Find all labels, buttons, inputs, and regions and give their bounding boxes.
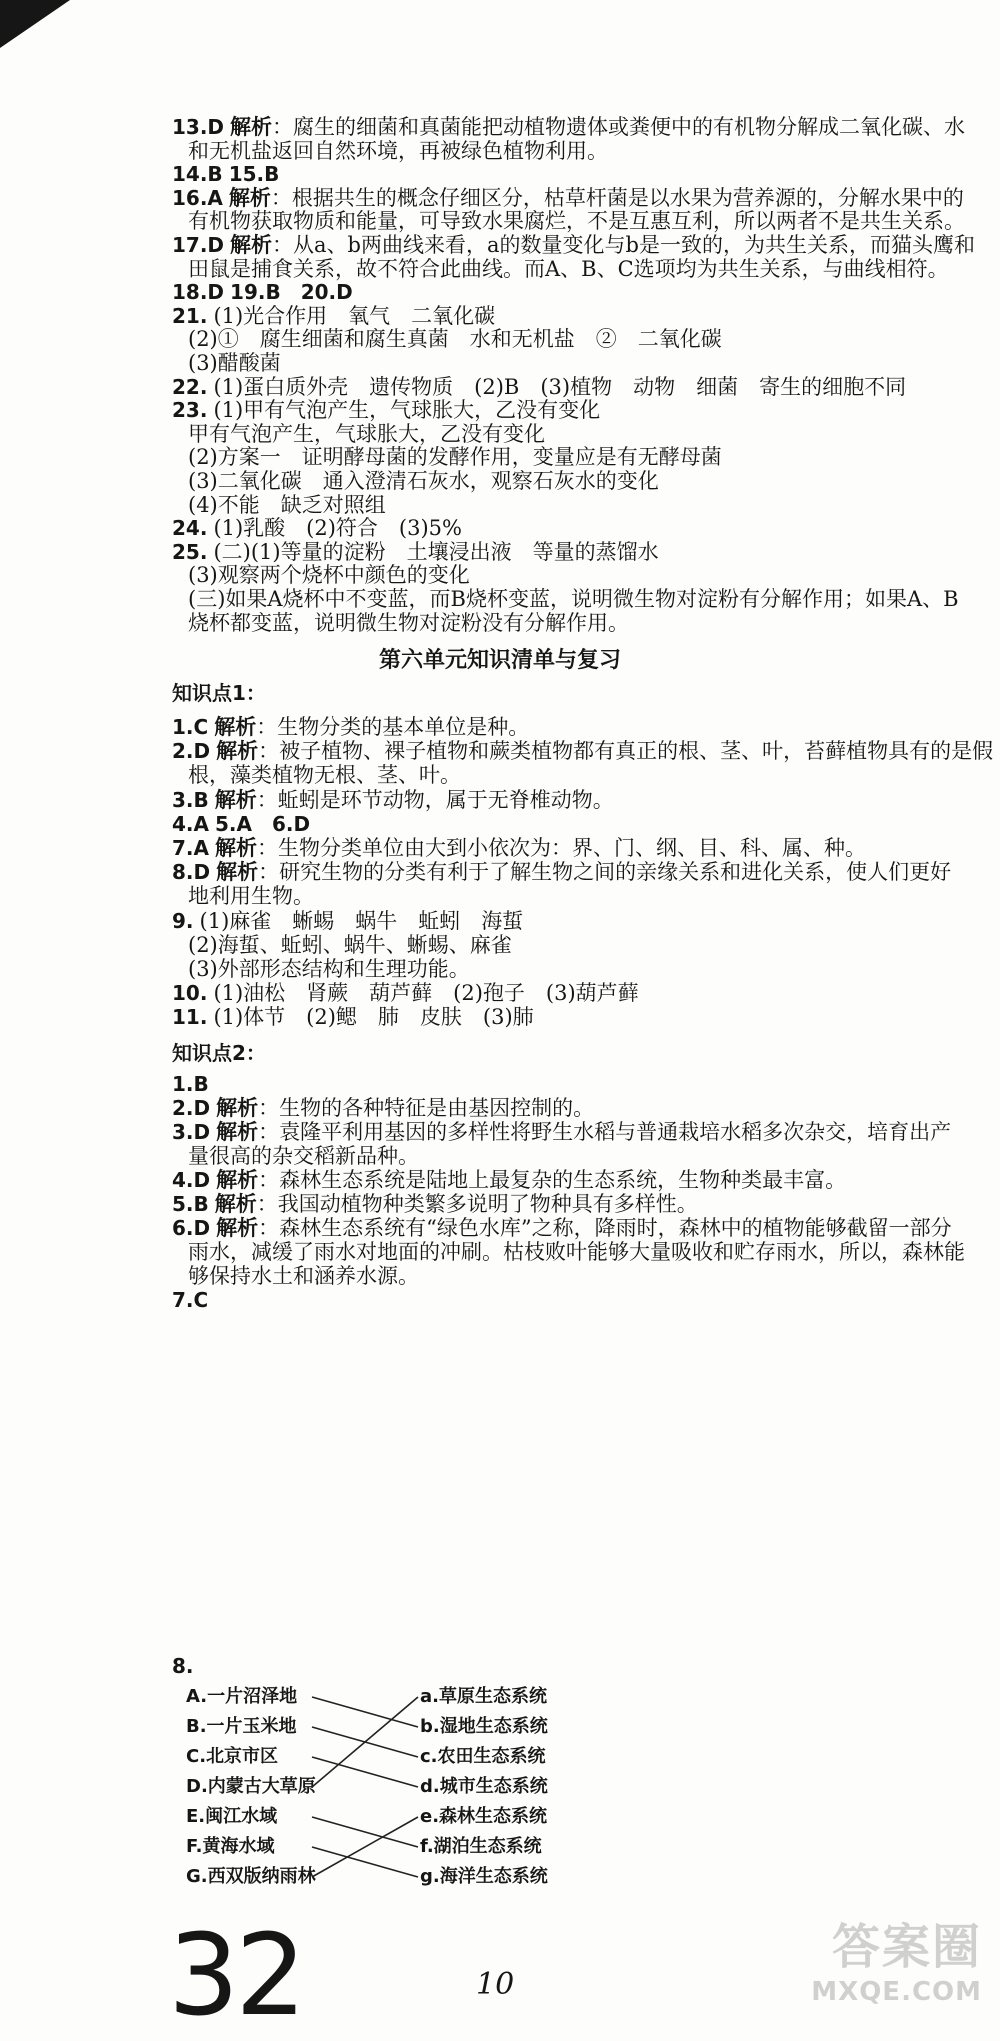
question-number: 2.D xyxy=(172,1096,211,1120)
section-title: 第六单元知识清单与复习 xyxy=(378,647,621,673)
answer-text: (1)蛋白质外壳 遗传物质 (2)B (3)植物 动物 细菌 寄生的细胞不同 xyxy=(213,374,907,399)
answer-text: (2)海蜇、蚯蚓、蜗牛、蜥蜴、麻雀 xyxy=(188,932,512,957)
match-right-item: g.海洋生态系统 xyxy=(420,1866,548,1887)
question-number: 7.A xyxy=(172,836,209,860)
answer-line xyxy=(172,1002,534,1032)
analysis-label: 解析 xyxy=(216,738,259,764)
match-line xyxy=(312,1697,418,1787)
match-line xyxy=(312,1817,418,1877)
match-left-item: C.北京市区 xyxy=(186,1746,279,1767)
question-8-number: 8. xyxy=(172,1654,194,1678)
answer-text: 田鼠是捕食关系，故不符合此曲线。而A、B、C选项均为共生关系，与曲线相符。 xyxy=(188,256,949,281)
analysis-label: 解析 xyxy=(230,114,273,139)
answer-text: 量很高的杂交稻新品种。 xyxy=(188,1144,419,1168)
answer-text: ：我国动植物种类繁多说明了物种具有多样性。 xyxy=(256,1192,698,1216)
page-number-handwritten: 10 xyxy=(476,1967,515,2002)
answer-text: (1)油松 肾蕨 葫芦藓 (2)孢子 (3)葫芦藓 xyxy=(213,981,639,1006)
answer-text: ：蚯蚓是环节动物，属于无脊椎动物。 xyxy=(256,787,614,812)
match-right-item: f.湖泊生态系统 xyxy=(420,1836,542,1857)
answer-text: 地利用生物。 xyxy=(188,884,314,909)
question-number: 17.D xyxy=(172,233,225,257)
answer-text: 和无机盐返回自然环境，再被绿色植物利用。 xyxy=(188,138,608,163)
question-number: 4.A xyxy=(172,811,209,836)
question-number: 2.D xyxy=(172,739,211,764)
analysis-label: 解析 xyxy=(214,1191,257,1216)
match-right-item: c.农田生态系统 xyxy=(420,1746,546,1767)
page-number-large: 32 xyxy=(168,1911,303,2041)
answer-text: ：生物分类的基本单位是种。 xyxy=(256,715,530,739)
answer-text: ：从a、b两曲线来看，a的数量变化与b是一致的，为共生关系，而猫头鹰和 xyxy=(272,233,975,257)
question-number: 7.C xyxy=(172,1288,209,1312)
question-number: 8.D xyxy=(172,860,211,885)
analysis-label: 解析 xyxy=(214,714,257,739)
answer-text: 烧杯都变蓝，说明微生物对淀粉没有分解作用。 xyxy=(188,610,629,635)
watermark-top: 答案圈 xyxy=(831,1919,982,1975)
match-right-item: d.城市生态系统 xyxy=(420,1776,548,1797)
answer-text: 雨水，减缓了雨水对地面的冲刷。枯枝败叶能够大量吸收和贮存雨水，所以，森林能 xyxy=(188,1240,965,1264)
answer-text: ：被子植物、裸子植物和蕨类植物都有真正的根、茎、叶，苔藓植物具有的是假 xyxy=(258,739,994,764)
answer-extra: 5.A 6.D xyxy=(215,811,311,836)
answer-text: (3)二氧化碳 通入澄清石灰水，观察石灰水的变化 xyxy=(188,469,659,493)
match-right-item: a.草原生态系统 xyxy=(420,1686,547,1707)
watermark-bottom: MXQE.COM xyxy=(811,1977,982,2007)
match-line xyxy=(312,1757,418,1787)
answer-text: ：生物分类单位由大到小依次为：界、门、纲、目、科、属、种。 xyxy=(257,836,866,860)
answer-text: 有机物获取物质和能量，可导致水果腐烂，不是互惠互利，所以两者不是共生关系。 xyxy=(188,209,965,234)
match-left-item: E.闽江水域 xyxy=(186,1806,278,1827)
analysis-label: 解析 xyxy=(216,1215,259,1240)
match-right-item: b.湿地生态系统 xyxy=(420,1716,548,1737)
match-right-column xyxy=(420,1682,548,1892)
question-number: 1.B xyxy=(172,1072,209,1096)
question-number: 10. xyxy=(172,981,208,1006)
answer-text: (二)(1)等量的淀粉 土壤浸出液 等量的蒸馏水 xyxy=(213,539,659,564)
analysis-label: 解析 xyxy=(216,1119,259,1144)
question-number: 25. xyxy=(172,539,208,564)
answer-text: ：腐生的细菌和真菌能把动植物遗体或粪便中的有机物分解成二氧化碳、水 xyxy=(272,115,966,139)
scan-corner-shadow xyxy=(0,0,70,48)
analysis-label: 解析 xyxy=(215,835,257,860)
answer-text: ：森林生态系统有“绿色水库”之称，降雨时，森林中的植物能够截留一部分 xyxy=(258,1216,952,1240)
answer-text: ：袁隆平利用基因的多样性将野生水稻与普通栽培水稻多次杂交，培育出产 xyxy=(258,1120,952,1144)
answer-text: (2)方案一 证明酵母菌的发酵作用，变量应是有无酵母菌 xyxy=(188,445,722,470)
match-left-column xyxy=(186,1682,316,1892)
question-number: 24. xyxy=(172,516,208,541)
question-number: 14.B xyxy=(172,162,223,187)
knowledge-point-1-label: 知识点1： xyxy=(172,681,266,705)
match-left-item: A.一片沼泽地 xyxy=(186,1686,298,1707)
analysis-label: 解析 xyxy=(216,859,259,885)
match-left-item: F.黄海水域 xyxy=(186,1836,275,1857)
question-number: 3.B xyxy=(172,787,209,812)
answer-text: ：生物的各种特征是由基因控制的。 xyxy=(258,1096,595,1120)
answer-text: (2)① 腐生细菌和腐生真菌 水和无机盐 ② 二氧化碳 xyxy=(188,327,722,352)
analysis-label: 解析 xyxy=(230,232,273,257)
answer-text: (三)如果A烧杯中不变蓝，而B烧杯变蓝，说明微生物对淀粉有分解作用；如果A、B xyxy=(188,587,959,611)
answer-text: ：根据共生的概念仔细区分，枯草杆菌是以水果为营养源的，分解水果中的 xyxy=(270,185,964,210)
answer-text: (3)观察两个烧杯中颜色的变化 xyxy=(188,563,470,588)
question-number: 16.A xyxy=(172,185,223,210)
analysis-label: 解析 xyxy=(216,1167,259,1192)
analysis-label: 解析 xyxy=(228,184,271,210)
answer-extra: 15.B xyxy=(228,162,280,187)
match-lines xyxy=(310,1683,422,1898)
answer-text: (3)外部形态结构和生理功能。 xyxy=(188,957,470,981)
match-line xyxy=(312,1697,418,1727)
match-right-item: e.森林生态系统 xyxy=(420,1806,548,1827)
question-number: 4.D xyxy=(172,1168,211,1192)
match-left-item: B.一片玉米地 xyxy=(186,1716,297,1737)
analysis-label: 解析 xyxy=(214,786,257,812)
question-number: 3.D xyxy=(172,1120,211,1144)
answer-extra: 19.B 20.D xyxy=(230,280,353,305)
question-number: 22. xyxy=(172,374,208,399)
match-line xyxy=(312,1817,418,1847)
answer-text: (1)麻雀 蜥蜴 蜗牛 蚯蚓 海蜇 xyxy=(199,908,524,933)
answer-text: 够保持水土和涵养水源。 xyxy=(188,1264,419,1288)
answer-text: 根，藻类植物无根、茎、叶。 xyxy=(188,763,461,788)
question-number: 1.C xyxy=(172,715,209,739)
answer-text: ：研究生物的分类有利于了解生物之间的亲缘关系和进化关系，使人们更好 xyxy=(258,860,952,885)
answer-text: (3)醋酸菌 xyxy=(188,351,281,375)
question-number: 6.D xyxy=(172,1216,211,1240)
question-number: 9. xyxy=(172,908,194,933)
match-left-item: D.内蒙古大草原 xyxy=(186,1776,316,1797)
answer-text: (1)乳酸 (2)符合 (3)5% xyxy=(213,516,462,541)
analysis-label: 解析 xyxy=(216,1095,259,1120)
question-number: 13.D xyxy=(172,115,225,139)
answer-line xyxy=(172,1285,214,1315)
answer-text: (1)甲有气泡产生，气球胀大，乙没有变化 xyxy=(213,398,601,423)
answer-line xyxy=(188,1261,419,1291)
match-line xyxy=(312,1847,418,1877)
answer-text: 甲有气泡产生，气球胀大，乙没有变化 xyxy=(188,421,545,446)
question-number: 18.D xyxy=(172,280,225,305)
watermark xyxy=(811,1908,982,2007)
answer-text: (1)光合作用 氧气 二氧化碳 xyxy=(213,303,496,328)
answer-text: (4)不能 缺乏对照组 xyxy=(188,492,386,517)
knowledge-point-2-label: 知识点2： xyxy=(172,1041,266,1065)
match-left-item: G.西双版纳雨林 xyxy=(186,1866,316,1887)
question-number: 21. xyxy=(172,303,208,328)
answer-text: ：森林生态系统是陆地上最复杂的生态系统，生物种类最丰富。 xyxy=(258,1168,847,1192)
answer-line xyxy=(188,608,629,638)
question-number: 5.B xyxy=(172,1192,209,1216)
question-number: 23. xyxy=(172,398,208,423)
question-number: 11. xyxy=(172,1005,208,1030)
answer-text: (1)体节 (2)鳃 肺 皮肤 (3)肺 xyxy=(213,1005,534,1030)
